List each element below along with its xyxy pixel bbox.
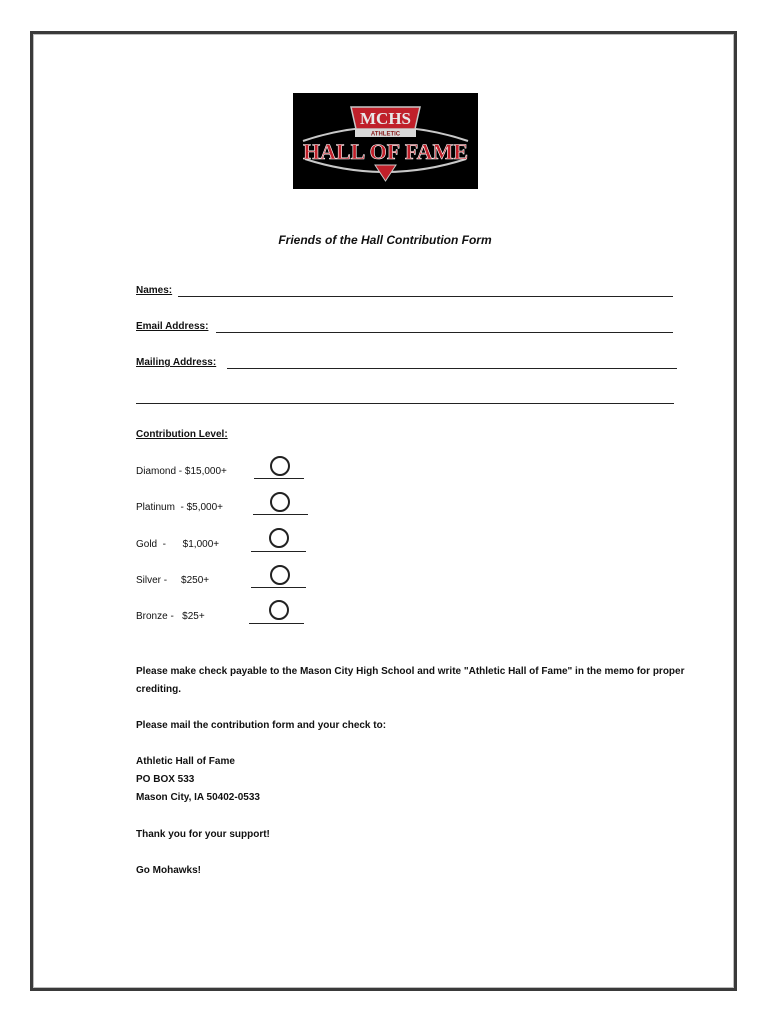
mailing-address-block: [136, 753, 696, 807]
address-line: PO BOX 533: [136, 774, 195, 785]
mailing-address-input-line-2[interactable]: [136, 403, 674, 404]
closing-text: Go Mohawks!: [136, 865, 202, 876]
level-bronze: Bronze - $25+: [136, 611, 205, 622]
email-label: Email Address:: [136, 321, 209, 332]
thank-you-text: Thank you for your support!: [136, 829, 270, 840]
mailing-address-field: [136, 357, 216, 368]
form-title: Friends of the Hall Contribution Form: [278, 233, 492, 247]
mailing-address-label: Mailing Address:: [136, 357, 217, 368]
address-line: Athletic Hall of Fame: [136, 756, 235, 767]
level-diamond-radio[interactable]: [270, 456, 290, 476]
hall-of-fame-logo: [293, 93, 478, 189]
level-silver: Silver - $250+: [136, 575, 210, 586]
logo-top-text: MCHS: [360, 109, 411, 128]
logo-main-text: HALL OF FAME: [303, 139, 468, 164]
names-label: Names:: [136, 285, 173, 296]
address-line: Mason City, IA 50402-0533: [136, 792, 260, 803]
email-input-line[interactable]: [216, 332, 673, 333]
logo-banner-text: ATHLETIC: [370, 131, 401, 138]
level-gold-line: [251, 551, 306, 552]
names-field: [136, 285, 172, 296]
contribution-level-label: Contribution Level:: [136, 429, 228, 440]
mail-to-text: Please mail the contribution form and your check to:: [136, 720, 387, 731]
level-silver-line: [251, 587, 306, 588]
email-field: [136, 321, 208, 332]
level-bronze-radio[interactable]: [269, 600, 289, 620]
level-diamond: Diamond - $15,000+: [136, 466, 227, 477]
level-gold: Gold - $1,000+: [136, 539, 220, 550]
level-silver-radio[interactable]: [270, 565, 290, 585]
level-bronze-line: [249, 623, 304, 624]
level-platinum-line: [253, 514, 308, 515]
level-diamond-line: [254, 478, 304, 479]
level-platinum: Platinum - $5,000+: [136, 502, 223, 513]
level-platinum-radio[interactable]: [270, 492, 290, 512]
names-input-line[interactable]: [178, 296, 673, 297]
check-payable-text: Please make check payable to the Mason City High School and write "Athletic Hall of Fame" in the memo for proper crediting.: [136, 666, 685, 695]
level-gold-radio[interactable]: [269, 528, 289, 548]
mailing-address-input-line[interactable]: [227, 368, 677, 369]
